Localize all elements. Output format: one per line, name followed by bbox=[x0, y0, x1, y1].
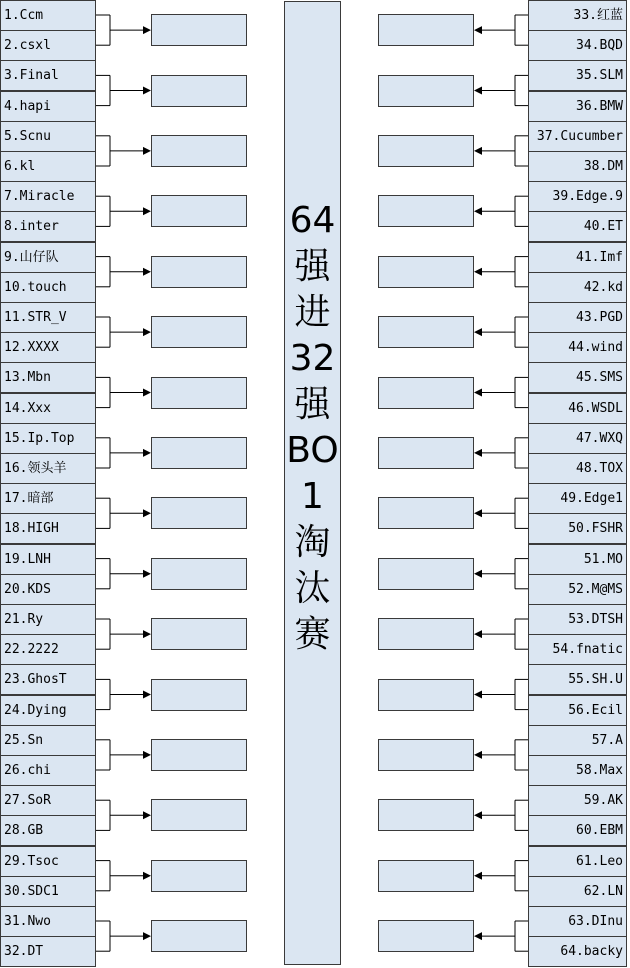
team-left-9: 9.山仔队 bbox=[0, 242, 96, 273]
arrow-icon bbox=[474, 509, 482, 517]
arrow-icon bbox=[143, 87, 151, 95]
team-right-25: 57.A bbox=[528, 725, 627, 756]
team-right-20: 52.M@MS bbox=[528, 574, 627, 605]
title-line: 1 bbox=[301, 476, 324, 517]
team-right-19: 51.MO bbox=[528, 544, 627, 575]
team-left-1: 1.Ccm bbox=[0, 0, 96, 31]
arrow-icon bbox=[474, 449, 482, 457]
team-right-30: 62.LN bbox=[528, 876, 627, 907]
team-left-4: 4.hapi bbox=[0, 91, 96, 122]
team-left-3: 3.Final bbox=[0, 60, 96, 91]
team-left-8: 8.inter bbox=[0, 211, 96, 242]
team-left-14: 14.Xxx bbox=[0, 393, 96, 424]
team-left-18: 18.HIGH bbox=[0, 513, 96, 544]
team-left-6: 6.kl bbox=[0, 151, 96, 182]
title-line: 强 bbox=[294, 246, 331, 287]
title-line: 赛 bbox=[294, 614, 331, 655]
team-left-5: 5.Scnu bbox=[0, 121, 96, 152]
arrow-icon bbox=[143, 811, 151, 819]
arrow-icon bbox=[474, 932, 482, 940]
title-line: 64 bbox=[289, 200, 336, 241]
team-right-31: 63.DInu bbox=[528, 906, 627, 937]
arrow-icon bbox=[474, 328, 482, 336]
arrow-icon bbox=[143, 449, 151, 457]
title-line: 汰 bbox=[294, 568, 331, 609]
team-left-22: 22.2222 bbox=[0, 634, 96, 665]
team-left-19: 19.LNH bbox=[0, 544, 96, 575]
arrow-icon bbox=[143, 268, 151, 276]
team-right-8: 40.ET bbox=[528, 211, 627, 242]
arrow-icon bbox=[474, 872, 482, 880]
team-right-5: 37.Cucumber bbox=[528, 121, 627, 152]
team-left-17: 17.暗部 bbox=[0, 483, 96, 514]
team-left-2: 2.csxl bbox=[0, 30, 96, 61]
team-left-24: 24.Dying bbox=[0, 695, 96, 726]
team-left-32: 32.DT bbox=[0, 936, 96, 967]
arrow-icon bbox=[474, 268, 482, 276]
title-line: BO bbox=[286, 430, 339, 471]
team-left-20: 20.KDS bbox=[0, 574, 96, 605]
arrow-icon bbox=[474, 691, 482, 699]
team-left-7: 7.Miracle bbox=[0, 181, 96, 212]
team-right-26: 58.Max bbox=[528, 755, 627, 786]
arrow-icon bbox=[474, 147, 482, 155]
team-left-31: 31.Nwo bbox=[0, 906, 96, 937]
arrow-icon bbox=[474, 26, 482, 34]
team-right-1: 33.红蓝 bbox=[528, 0, 627, 31]
arrow-icon bbox=[143, 932, 151, 940]
team-left-15: 15.Ip.Top bbox=[0, 423, 96, 454]
team-right-2: 34.BQD bbox=[528, 30, 627, 61]
team-left-28: 28.GB bbox=[0, 815, 96, 846]
arrow-icon bbox=[474, 811, 482, 819]
team-right-13: 45.SMS bbox=[528, 362, 627, 393]
team-right-28: 60.EBM bbox=[528, 815, 627, 846]
arrow-icon bbox=[143, 509, 151, 517]
title-line: 32 bbox=[289, 338, 336, 379]
team-right-27: 59.AK bbox=[528, 785, 627, 816]
arrow-icon bbox=[143, 147, 151, 155]
team-left-30: 30.SDC1 bbox=[0, 876, 96, 907]
arrow-icon bbox=[474, 87, 482, 95]
arrow-icon bbox=[143, 207, 151, 215]
team-right-32: 64.backy bbox=[528, 936, 627, 967]
title-line: 进 bbox=[294, 292, 331, 333]
arrow-icon bbox=[474, 751, 482, 759]
arrow-icon bbox=[474, 570, 482, 578]
team-right-22: 54.fnatic bbox=[528, 634, 627, 665]
title-line: 淘 bbox=[294, 522, 331, 563]
team-left-11: 11.STR_V bbox=[0, 302, 96, 333]
arrow-icon bbox=[143, 26, 151, 34]
team-left-10: 10.touch bbox=[0, 272, 96, 303]
team-right-14: 46.WSDL bbox=[528, 393, 627, 424]
team-left-12: 12.XXXX bbox=[0, 332, 96, 363]
arrow-icon bbox=[143, 389, 151, 397]
team-right-24: 56.Ecil bbox=[528, 695, 627, 726]
team-right-15: 47.WXQ bbox=[528, 423, 627, 454]
arrow-icon bbox=[143, 630, 151, 638]
team-right-16: 48.TOX bbox=[528, 453, 627, 484]
arrow-icon bbox=[143, 570, 151, 578]
arrow-icon bbox=[474, 630, 482, 638]
team-right-18: 50.FSHR bbox=[528, 513, 627, 544]
team-left-21: 21.Ry bbox=[0, 604, 96, 635]
arrow-icon bbox=[143, 328, 151, 336]
arrow-icon bbox=[143, 751, 151, 759]
team-right-17: 49.Edge1 bbox=[528, 483, 627, 514]
team-right-11: 43.PGD bbox=[528, 302, 627, 333]
team-left-23: 23.GhosT bbox=[0, 664, 96, 695]
arrow-icon bbox=[143, 872, 151, 880]
team-right-21: 53.DTSH bbox=[528, 604, 627, 635]
team-left-25: 25.Sn bbox=[0, 725, 96, 756]
team-right-4: 36.BMW bbox=[528, 91, 627, 122]
title-line: 强 bbox=[294, 384, 331, 425]
team-right-12: 44.wind bbox=[528, 332, 627, 363]
team-right-23: 55.SH.U bbox=[528, 664, 627, 695]
team-left-29: 29.Tsoc bbox=[0, 846, 96, 877]
team-left-16: 16.领头羊 bbox=[0, 453, 96, 484]
team-left-13: 13.Mbn bbox=[0, 362, 96, 393]
team-right-10: 42.kd bbox=[528, 272, 627, 303]
arrow-icon bbox=[474, 389, 482, 397]
arrow-icon bbox=[474, 207, 482, 215]
team-left-27: 27.SoR bbox=[0, 785, 96, 816]
arrow-icon bbox=[143, 691, 151, 699]
team-right-3: 35.SLM bbox=[528, 60, 627, 91]
team-right-7: 39.Edge.9 bbox=[528, 181, 627, 212]
team-right-29: 61.Leo bbox=[528, 846, 627, 877]
team-left-26: 26.chi bbox=[0, 755, 96, 786]
team-right-6: 38.DM bbox=[528, 151, 627, 182]
team-right-9: 41.Imf bbox=[528, 242, 627, 273]
